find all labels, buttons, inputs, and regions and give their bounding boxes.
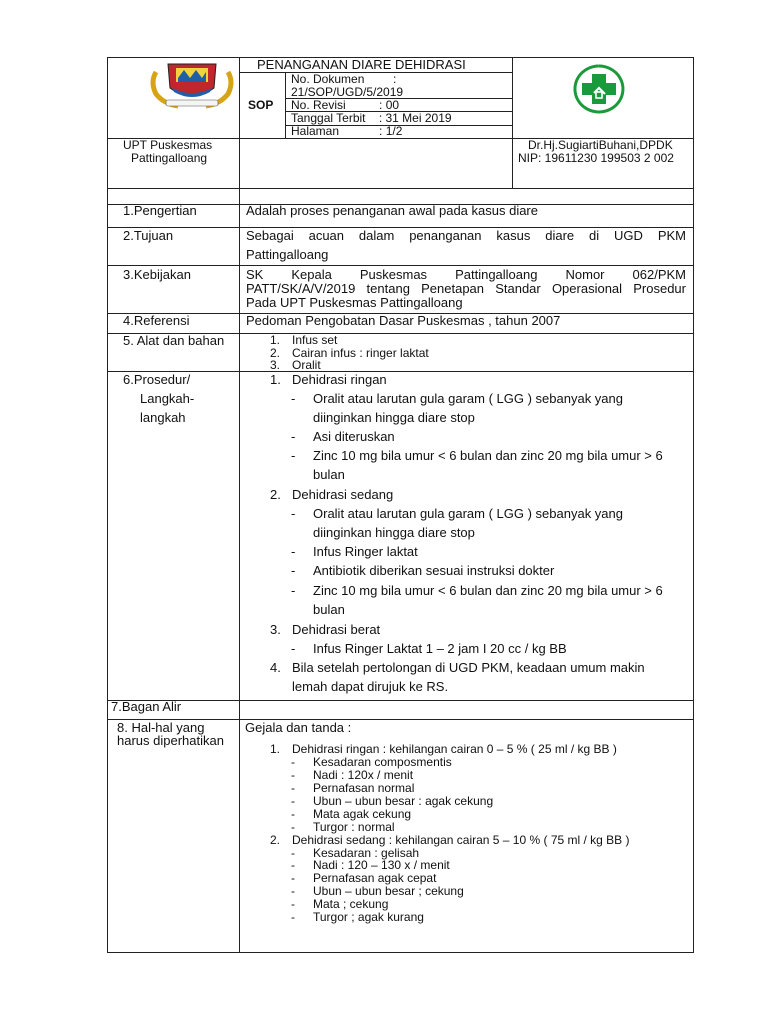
kebijakan-text-line2: PATT/SK/A/V/2019 tentang Penetapan Standar Operasional Prosedur: [246, 281, 686, 296]
step-item: Antibiotik diberikan sesuai instruksi dokter: [313, 563, 555, 578]
doc-number-value: 21/SOP/UGD/5/2019: [291, 85, 404, 99]
bullet-dash: -: [291, 641, 296, 656]
hal-label-line1: 8. Hal-hal yang: [117, 720, 205, 735]
alat-item-number: 2.: [270, 346, 281, 360]
step-title-sedang: Dehidrasi sedang: [292, 487, 394, 502]
organization-name-line1: UPT Puskesmas: [123, 138, 213, 152]
gejala-item: Ubun – ubun besar ; cekung: [313, 884, 464, 898]
step-number: 4.: [270, 660, 281, 675]
step-referral: Bila setelah pertolongan di UGD PKM, keadaan umum makin: [292, 660, 645, 675]
signatory-nip: NIP: 19611230 199503 2 002: [518, 151, 674, 165]
bullet-dash: -: [291, 807, 295, 821]
step-title-berat: Dehidrasi berat: [292, 622, 381, 637]
step-number: 1.: [270, 372, 281, 387]
bullet-dash: -: [291, 871, 295, 885]
step-number: 3.: [270, 622, 281, 637]
city-seal-logo: [150, 60, 234, 110]
bullet-dash: -: [291, 755, 295, 769]
gejala-item: Nadi : 120x / menit: [313, 768, 414, 782]
bullet-dash: -: [291, 910, 295, 924]
gejala-number: 2.: [270, 833, 281, 847]
step-item: Oralit atau larutan gula garam ( LGG ) sebanyak yang: [313, 391, 623, 406]
bullet-dash: -: [291, 846, 295, 860]
prosedur-label-line2: Langkah-: [140, 391, 195, 406]
page-number: Halaman : 1/2: [291, 124, 403, 138]
bullet-dash: -: [291, 820, 295, 834]
step-item: Infus Ringer Laktat 1 – 2 jam I 20 cc / kg BB: [313, 641, 567, 656]
step-item-cont: bulan: [313, 467, 345, 482]
gejala-item: Ubun – ubun besar : agak cekung: [313, 794, 494, 808]
alat-item: Cairan infus : ringer laktat: [292, 346, 429, 360]
bullet-dash: -: [291, 884, 295, 898]
gejala-heading: Gejala dan tanda :: [245, 720, 352, 735]
doc-number-label: No. Dokumen: [291, 72, 365, 86]
bullet-dash: -: [291, 794, 295, 808]
step-item-cont: bulan: [313, 602, 345, 617]
gejala-title-sedang: Dehidrasi sedang : kehilangan cairan 5 – 10 % ( 75 ml / kg BB ): [292, 833, 630, 847]
puskesmas-cross-logo: [570, 64, 628, 114]
step-item-cont: diinginkan hingga diare stop: [313, 525, 475, 540]
step-item: Zinc 10 mg bila umur < 6 bulan dan zinc 20 mg bila umur > 6: [313, 448, 663, 463]
sop-label: SOP: [248, 98, 274, 112]
bullet-dash: -: [291, 448, 296, 463]
hal-label-line2: harus diperhatikan: [117, 733, 224, 748]
referensi-label: 4.Referensi: [123, 313, 190, 328]
pengertian-text: Adalah proses penanganan awal pada kasus diare: [246, 203, 538, 218]
bullet-dash: -: [291, 391, 296, 406]
tujuan-text-line1: Sebagai acuan dalam penanganan kasus diare di UGD PKM: [246, 228, 686, 243]
doc-number-colon: :: [393, 72, 397, 86]
step-referral-cont: lemah dapat dirujuk ke RS.: [292, 679, 449, 694]
bullet-dash: -: [291, 897, 295, 911]
referensi-text: Pedoman Pengobatan Dasar Puskesmas , tahun 2007: [246, 313, 561, 328]
revision-number: No. Revisi : 00: [291, 98, 400, 112]
tujuan-label: 2.Tujuan: [123, 228, 174, 243]
step-item-cont: diinginkan hingga diare stop: [313, 410, 475, 425]
step-item: Asi diteruskan: [313, 429, 395, 444]
bullet-dash: -: [291, 583, 296, 598]
gejala-item: Turgor : normal: [313, 820, 395, 834]
signatory-name: Dr.Hj.SugiartiBuhani,DPDK: [528, 138, 673, 152]
gejala-item: Kesadaran composmentis: [313, 755, 452, 769]
alat-item: Oralit: [292, 358, 321, 372]
gejala-title-ringan: Dehidrasi ringan : kehilangan cairan 0 – 5 % ( 25 ml / kg BB ): [292, 742, 617, 756]
gejala-item: Turgor ; agak kurang: [313, 910, 424, 924]
alat-item-number: 1.: [270, 333, 281, 347]
alat-item-number: 3.: [270, 358, 281, 372]
bagan-alir-label: 7.Bagan Alir: [111, 699, 182, 714]
kebijakan-text-line1: SK Kepala Puskesmas Pattingalloang Nomor 062/PKM: [246, 267, 686, 282]
step-item: Infus Ringer laktat: [313, 544, 418, 559]
step-item: Oralit atau larutan gula garam ( LGG ) sebanyak yang: [313, 506, 623, 521]
bullet-dash: -: [291, 544, 296, 559]
gejala-item: Pernafasan agak cepat: [313, 871, 437, 885]
step-number: 2.: [270, 487, 281, 502]
alat-item: Infus set: [292, 333, 338, 347]
gejala-item: Kesadaran : gelisah: [313, 846, 420, 860]
gejala-item: Mata agak cekung: [313, 807, 412, 821]
prosedur-label-line3: langkah: [140, 410, 186, 425]
organization-name-line2: Pattingalloang: [131, 151, 208, 165]
bullet-dash: -: [291, 768, 295, 782]
gejala-item: Nadi : 120 – 130 x / menit: [313, 858, 450, 872]
kebijakan-text-line3: Pada UPT Puskesmas Pattingalloang: [246, 295, 463, 310]
alat-bahan-label: 5. Alat dan bahan: [123, 333, 225, 348]
bullet-dash: -: [291, 429, 296, 444]
document-title: PENANGANAN DIARE DEHIDRASI: [257, 57, 466, 72]
tujuan-text-line2: Pattingalloang: [246, 247, 329, 262]
step-item: Zinc 10 mg bila umur < 6 bulan dan zinc 20 mg bila umur > 6: [313, 583, 663, 598]
step-title-ringan: Dehidrasi ringan: [292, 372, 387, 387]
bullet-dash: -: [291, 563, 296, 578]
bullet-dash: -: [291, 781, 295, 795]
bullet-dash: -: [291, 506, 296, 521]
gejala-item: Pernafasan normal: [313, 781, 415, 795]
prosedur-label-line1: 6.Prosedur/: [123, 372, 191, 387]
issue-date: Tanggal Terbit : 31 Mei 2019: [291, 111, 452, 125]
gejala-item: Mata ; cekung: [313, 897, 389, 911]
gejala-number: 1.: [270, 742, 281, 756]
pengertian-label: 1.Pengertian: [123, 203, 197, 218]
bullet-dash: -: [291, 858, 295, 872]
kebijakan-label: 3.Kebijakan: [123, 267, 191, 282]
